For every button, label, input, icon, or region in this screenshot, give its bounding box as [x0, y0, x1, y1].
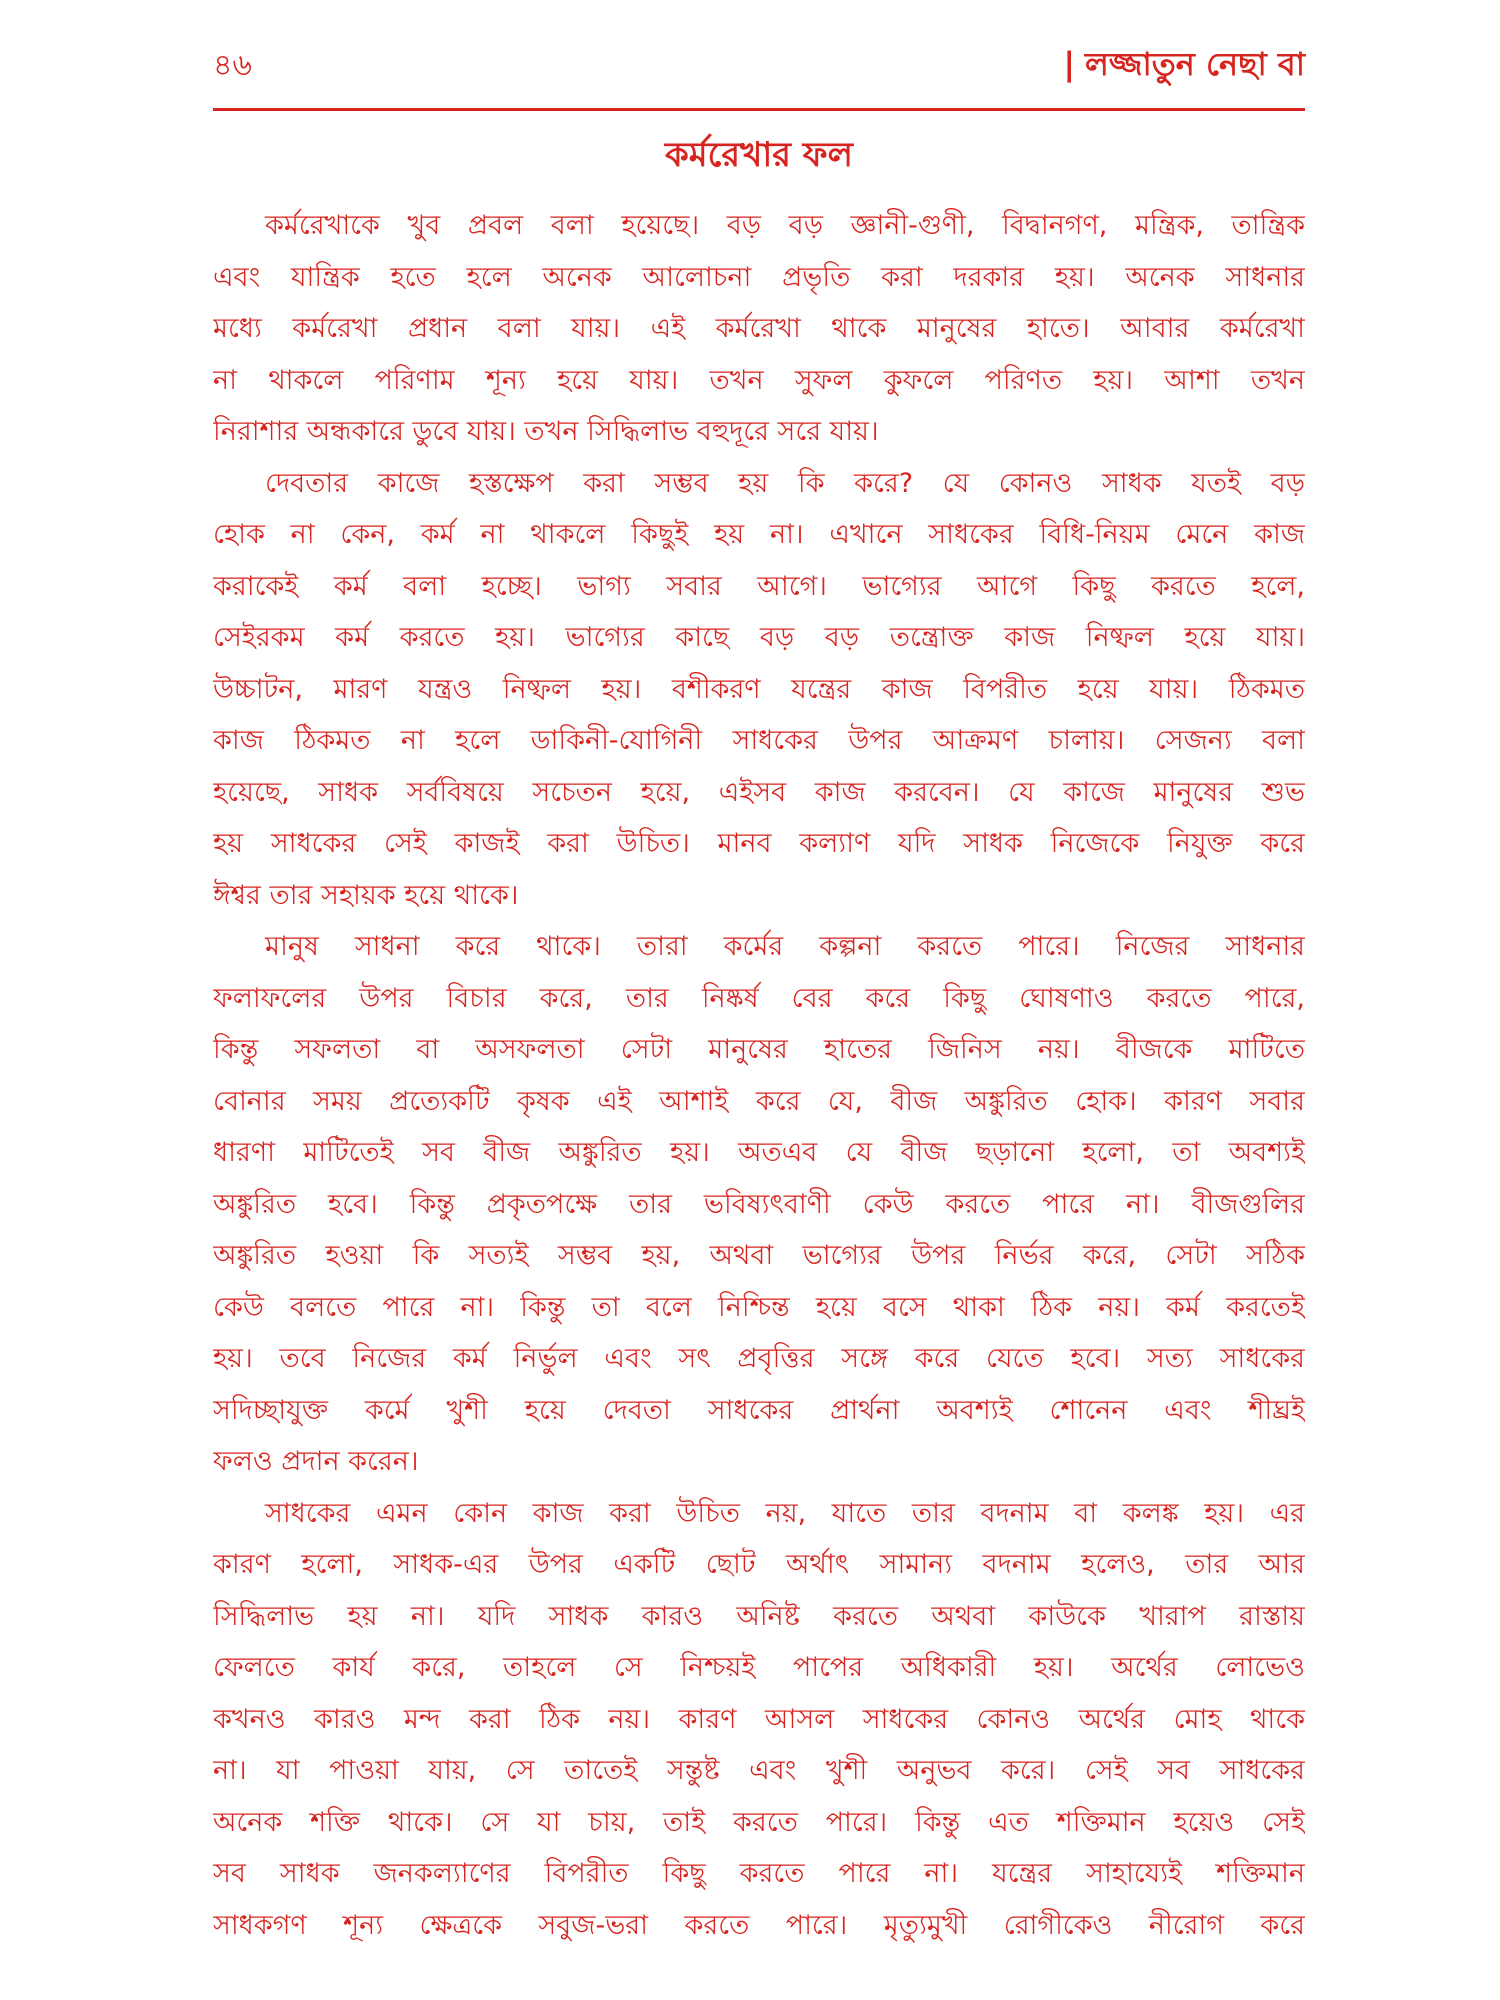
text-line: হোক না কেন, কর্ম না থাকলে কিছুই হয় না। এখানে সাধকের বিধি-নিয়ম মেনে কাজ: [213, 519, 1305, 550]
text-line: ঈশ্বর তার সহায়ক হয়ে থাকে।: [213, 879, 519, 911]
text-line: সাধকগণ শূন্য ক্ষেত্রকে সবুজ-ভরা করতে পারে। মৃত্যুমুখী রোগীকেও নীরোগ করে: [213, 1909, 1305, 1941]
text-line: সিদ্ধিলাভ হয় না। যদি সাধক কারও অনিষ্ট করতে অথবা কাউকে খারাপ রাস্তায়: [213, 1600, 1305, 1632]
text-line: ফলও প্রদান করেন।: [213, 1446, 419, 1477]
text-line: সেইরকম কর্ম করতে হয়। ভাগ্যের কাছে বড় বড় তন্ত্রোক্ত কাজ নিষ্ফল হয়ে যায়।: [213, 622, 1305, 653]
text-line: নিরাশার অন্ধকারে ডুবে যায়। তখন সিদ্ধিলাভ বহুদূরে সরে যায়।: [213, 416, 879, 447]
text-line: হয়েছে, সাধক সর্ববিষয়ে সচেতন হয়ে, এইসব কাজ করবেন। যে কাজে মানুষের শুভ: [213, 776, 1305, 808]
page-header: [213, 40, 1305, 102]
text-line: না। যা পাওয়া যায়, সে তাতেই সন্তুষ্ট এবং খুশী অনুভব করে। সেই সব সাধকের: [213, 1755, 1305, 1786]
text-line: অনেক শক্তি থাকে। সে যা চায়, তাই করতে পারে। কিন্তু এত শক্তিমান হয়েও সেই: [213, 1806, 1305, 1838]
chapter-title: কর্মরেখার ফল: [665, 135, 853, 175]
text-line: ফেলতে কার্য করে, তাহলে সে নিশ্চয়ই পাপের অধিকারী হয়। অর্থের লোভেও: [213, 1652, 1305, 1683]
text-line: কেউ বলতে পারে না। কিন্তু তা বলে নিশ্চিন্ত হয়ে বসে থাকা ঠিক নয়। কর্ম করতেই: [213, 1291, 1305, 1323]
text-line: কর্মরেখাকে খুব প্রবল বলা হয়েছে। বড় বড় জ্ঞানী-গুণী, বিদ্বানগণ, মন্ত্রিক, তান্ত্রিক: [265, 210, 1305, 241]
running-title: [1063, 44, 1305, 84]
body-text: [213, 200, 1305, 1951]
text-line: মানুষ সাধনা করে থাকে। তারা কর্মের কল্পনা করতে পারে। নিজের সাধনার: [265, 931, 1305, 962]
text-line: না থাকলে পরিণাম শূন্য হয়ে যায়। তখন সুফল কুফলে পরিণত হয়। আশা তখন: [213, 364, 1305, 396]
text-line: করাকেই কর্ম বলা হচ্ছে। ভাগ্য সবার আগে। ভাগ্যের আগে কিছু করতে হলে,: [213, 570, 1305, 602]
text-line: মধ্যে কর্মরেখা প্রধান বলা যায়। এই কর্মরেখা থাকে মানুষের হাতে। আবার কর্মরেখা: [213, 313, 1305, 344]
book-page: [213, 40, 1305, 1980]
text-line: বোনার সময় প্রত্যেকটি কৃষক এই আশাই করে যে, বীজ অঙ্কুরিত হোক। কারণ সবার: [213, 1085, 1305, 1117]
text-line: সব সাধক জনকল্যাণের বিপরীত কিছু করতে পারে না। যন্ত্রের সাহায্যেই শক্তিমান: [213, 1858, 1305, 1889]
text-line: কিন্তু সফলতা বা অসফলতা সেটা মানুষের হাতের জিনিস নয়। বীজকে মাটিতে: [213, 1034, 1305, 1065]
text-line: কখনও কারও মন্দ করা ঠিক নয়। কারণ আসল সাধকের কোনও অর্থের মোহ থাকে: [213, 1703, 1305, 1735]
header-rule: [213, 108, 1305, 111]
text-line: ফলাফলের উপর বিচার করে, তার নিষ্কর্ষ বের করে কিছু ঘোষণাও করতে পারে,: [213, 982, 1305, 1014]
text-line: কারণ হলো, সাধক-এর উপর একটি ছোট অর্থাৎ সামান্য বদনাম হলেও, তার আর: [213, 1549, 1305, 1580]
text-line: ধারণা মাটিতেই সব বীজ অঙ্কুরিত হয়। অতএব যে বীজ ছড়ানো হলো, তা অবশ্যই: [213, 1137, 1305, 1168]
text-line: হয়। তবে নিজের কর্ম নির্ভুল এবং সৎ প্রবৃত্তির সঙ্গে করে যেতে হবে। সত্য সাধকের: [213, 1343, 1305, 1374]
text-line: এবং যান্ত্রিক হতে হলে অনেক আলোচনা প্রভৃতি করা দরকার হয়। অনেক সাধনার: [213, 261, 1305, 293]
text-line: অঙ্কুরিত হওয়া কি সত্যই সম্ভব হয়, অথবা ভাগ্যের উপর নির্ভর করে, সেটা সঠিক: [213, 1240, 1305, 1271]
text-line: সদিচ্ছাযুক্ত কর্মে খুশী হয়ে দেবতা সাধকের প্রার্থনা অবশ্যই শোনেন এবং শীঘ্রই: [213, 1394, 1305, 1426]
text-line: উচ্চাটন, মারণ যন্ত্রও নিষ্ফল হয়। বশীকরণ যন্ত্রের কাজ বিপরীত হয়ে যায়। ঠিকমত: [213, 673, 1305, 705]
text-line: কাজ ঠিকমত না হলে ডাকিনী-যোগিনী সাধকের উপর আক্রমণ চালায়। সেজন্য বলা: [213, 725, 1305, 756]
text-line: হয় সাধকের সেই কাজই করা উচিত। মানব কল্যাণ যদি সাধক নিজেকে নিযুক্ত করে: [213, 828, 1305, 859]
title-separator: |: [1063, 45, 1076, 83]
running-title-text: লজ্জাতুন নেছা বা: [1085, 45, 1305, 83]
text-line: অঙ্কুরিত হবে। কিন্তু প্রকৃতপক্ষে তার ভবিষ্যৎবাণী কেউ করতে পারে না। বীজগুলির: [213, 1188, 1305, 1220]
text-line: দেবতার কাজে হস্তক্ষেপ করা সম্ভব হয় কি করে? যে কোনও সাধক যতই বড়: [265, 467, 1305, 499]
text-line: সাধকের এমন কোন কাজ করা উচিত নয়, যাতে তার বদনাম বা কলঙ্ক হয়। এর: [265, 1497, 1305, 1529]
page-number: ৪৬: [213, 48, 252, 83]
